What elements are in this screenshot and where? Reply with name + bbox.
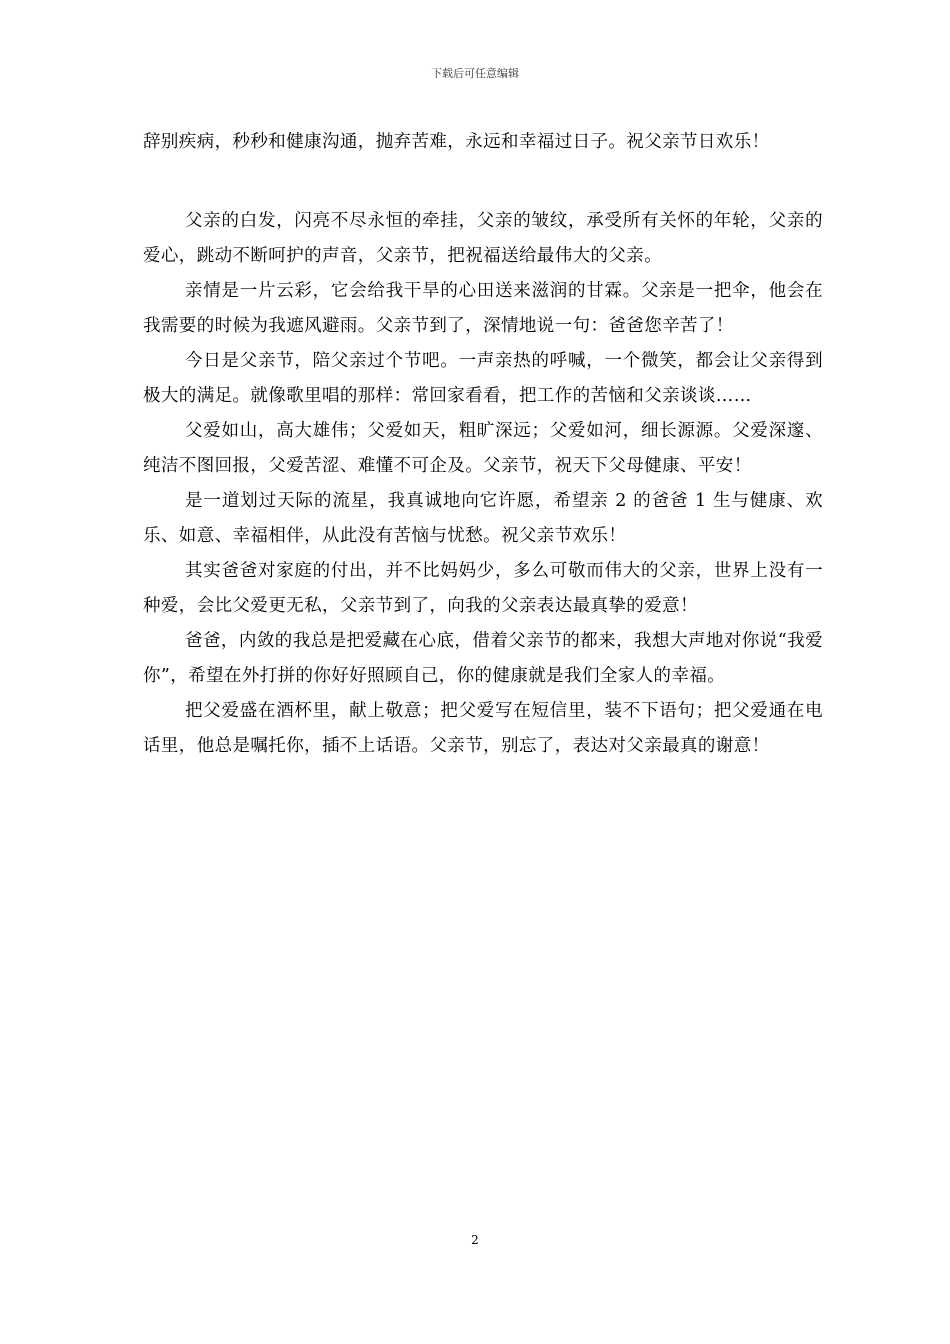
document-body [143,125,823,764]
paragraph: 今日是父亲节，陪父亲过个节吧。一声亲热的呼喊，一个微笑，都会让父亲得到极大的满足。就像歌里唱的那样：常回家看看，把工作的苦恼和父亲谈谈…… [143,351,823,406]
page-number: 2 [471,1233,479,1247]
paragraph: 父亲的白发，闪亮不尽永恒的牵挂，父亲的皱纹，承受所有关怀的年轮，父亲的爱心，跳动不断呵护的声音，父亲节，把祝福送给最伟大的父亲。 [143,211,823,266]
paragraph: 其实爸爸对家庭的付出，并不比妈妈少，多么可敬而伟大的父亲，世界上没有一种爱，会比父爱更无私，父亲节到了，向我的父亲表达最真挚的爱意！ [143,561,823,616]
paragraph-gap [143,160,823,204]
paragraph: 亲情是一片云彩，它会给我干旱的心田送来滋润的甘霖。父亲是一把伞，他会在我需要的时候为我遮风避雨。父亲节到了，深情地说一句：爸爸您辛苦了！ [143,281,823,336]
page-header: 下载后可任意编辑 [431,67,519,80]
paragraph: 爸爸，内敛的我总是把爱藏在心底，借着父亲节的都来，我想大声地对你说“我爱你”，希望在外打拼的你好好照顾自己，你的健康就是我们全家人的幸福。 [143,631,823,686]
paragraph-continued: 辞别疾病，秒秒和健康沟通，抛弃苦难，永远和幸福过日子。祝父亲节日欢乐！ [143,132,770,152]
paragraph: 把父爱盛在酒杯里，献上敬意；把父爱写在短信里，装不下语句；把父爱通在电话里，他总是嘱托你，插不上话语。父亲节，别忘了，表达对父亲最真的谢意！ [143,701,823,756]
paragraph: 父爱如山，高大雄伟；父爱如天，粗旷深远；父爱如河，细长源源。父爱深邃、纯洁不图回报，父爱苦涩、难懂不可企及。父亲节，祝天下父母健康、平安！ [143,421,823,476]
paragraph: 是一道划过天际的流星，我真诚地向它许愿，希望亲 2 的爸爸 1 生与健康、欢乐、如意、幸福相伴，从此没有苦恼与忧愁。祝父亲节欢乐！ [143,491,823,546]
